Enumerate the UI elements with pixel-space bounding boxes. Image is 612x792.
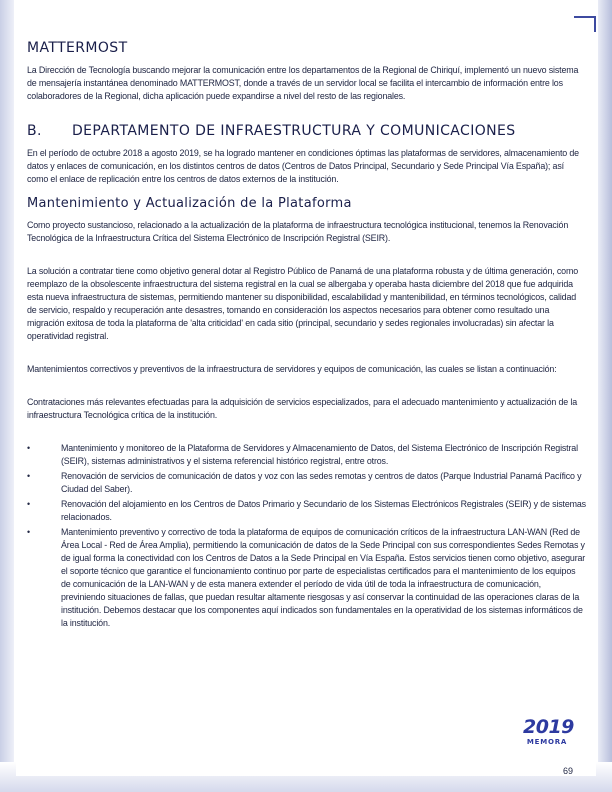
list-item [27,526,587,630]
infra-paragraph: En el período de octubre 2018 a agosto 2019, se ha logrado mantener en condiciones óptimas las plataformas de servidores, almacenamiento de datos y enlaces de comunicación, en los distintos centros de datos (Centros de Datos Principal, Secundario y Sede Principal Vía España); así como el enlace de replicación entre los centros de datos externos de la institución. [27,148,579,184]
section-title-text: DEPARTAMENTO DE INFRAESTRUCTURA Y COMUNICACIONES [72,123,516,139]
page-right-gradient [598,0,612,792]
list-item [27,498,587,524]
platform-paragraph-3: Mantenimientos correctivos y preventivos de la infraestructura de servidores y equipos de comunicación, las cuales se listan a continuación: [27,364,557,374]
logo-year: 2019 [523,716,574,738]
maintenance-list [27,442,587,630]
memoria-logo [523,716,574,756]
page-number: 69 [563,766,574,776]
list-item-text: Mantenimiento y monitoreo de la Plataforma de Servidores y Almacenamiento de Datos, del Sistema Electrónico de Inscripción Registral (SEIR), sistemas administrativos y el sistema referencial histórico registral, entre otros. [61,443,578,466]
list-item [27,442,587,468]
bullet-icon: • [27,499,30,509]
list-item-text: Renovación de servicios de comunicación de datos y voz con las sedes remotas y centros de datos (Parque Industrial Panamá Pacífico y Ciudad del Saber). [61,471,582,494]
page-left-gradient [0,0,14,792]
corner-bracket [574,16,596,32]
bullet-icon: • [27,527,30,537]
list-item-text: Mantenimiento preventivo y correctivo de toda la plataforma de equipos de comunicación críticos de la infraestructura LAN-WAN (Red de Área Local - Red de Área Amplia), permitiendo la comunicación de datos de la Sede Principal con sus correspondientes Sedes Remotas y de igual forma la conectividad con los Centros de Datos a la Sede Principal en Vía España. Estos servicios tienen como objetivo, asegurar el soporte técnico que garantice el funcionamiento continuo por parte de especialistas certificados para el mantenimiento de los equipos de comunicación de la LAN-WAN y de esta manera extender el período de vida útil de toda la infraestructura de comunicación, previniendo situaciones de fallas, que puedan resultar altamente riesgosas y así conservar la continuidad de las operaciones claras de la institución. Debemos destacar que los componentes aquí indicados son fundamentales en la operatividad de los sistemas informáticos de la institución. [61,527,586,628]
platform-paragraph-2: La solución a contratar tiene como objetivo general dotar al Registro Público de Panamá de una plataforma robusta y de última generación, como reemplazo de la obsolescente infraestructura del sistema registral en la cual se albergaba y operaba hasta diciembre del 2018 que fue adquirida esta nueva infraestructura de sistemas, permitiendo mantener su disponibilidad, escalabilidad y mantenibilidad, en términos tecnológicos, calidad de servicio, respaldo y recuperación ante desastres, tomando en consideración los aspectos necesarios para obtener como resultado una migración exitosa de toda la plataforma de 'alta criticidad' en cada sitio (principal, secundario y sedes regionales involucradas) sin afectar la operatividad registral. [27,266,578,341]
platform-paragraph-4: Contrataciones más relevantes efectuadas para la adquisición de servicios especializados, para el adecuado mantenimiento y actualización de la infraestructura Tecnológica crítica de la institución. [27,397,577,420]
platform-paragraph-1: Como proyecto sustancioso, relacionado a la actualización de la plataforma de infraestructura tecnológica institucional, tenemos la Renovación Tecnológica de la Infraestructura Crítica del Sistema Electrónico de Inscripción Registral (SEIR). [27,220,569,243]
list-item-text: Renovación del alojamiento en los Centros de Datos Primario y Secundario de los Sistemas Electrónicos Registrales (SEIR) y de sistemas relacionados. [61,499,586,522]
logo-word: MEMORA [526,738,568,746]
list-item [27,470,587,496]
section-title-mattermost: MATTERMOST [27,40,128,56]
section-title-infraestructura [27,123,587,139]
section-number: B. [27,123,42,139]
document-body [27,40,587,632]
bullet-icon: • [27,443,30,453]
bullet-icon: • [27,471,30,481]
subsection-title-plataforma: Mantenimiento y Actualización de la Plataforma [27,196,352,211]
mattermost-paragraph: La Dirección de Tecnología buscando mejorar la comunicación entre los departamentos de la Regional de Chiriquí, implementó un nuevo sistema de mensajería instantánea denominado MATTERMOST, donde a través de un servidor local se facilita el intercambio de información entre los colaboradores de la Regional, dicha aplicación puede expandirse a nivel del resto de las regionales. [27,65,579,101]
